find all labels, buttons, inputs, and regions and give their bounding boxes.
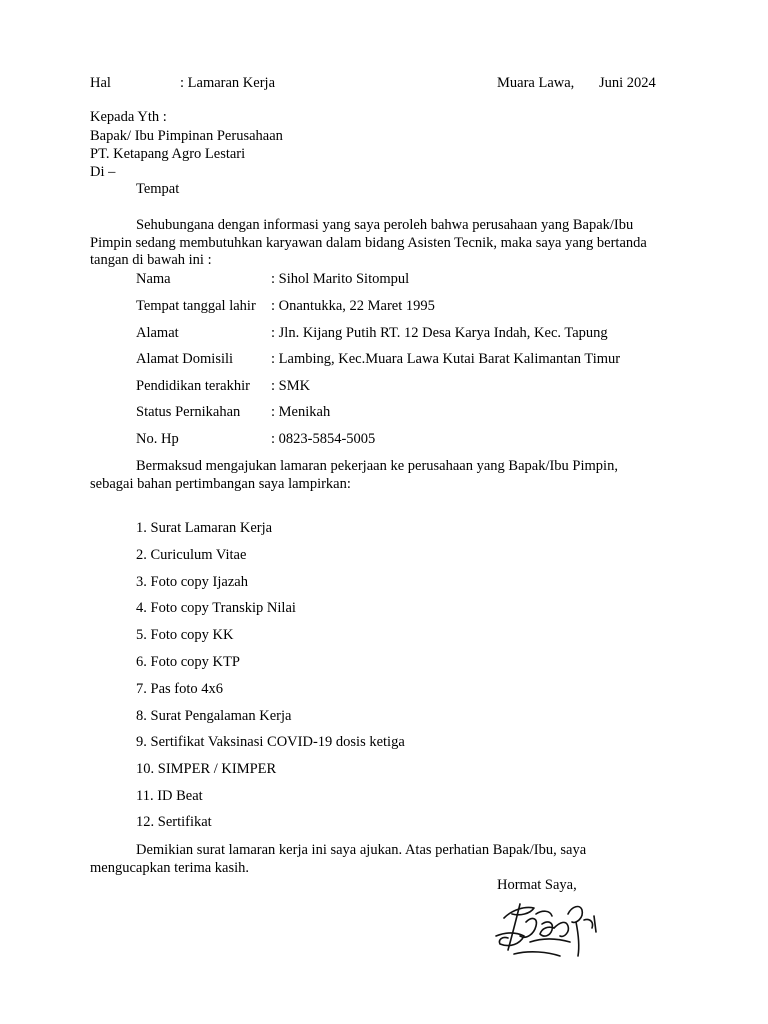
attachment-item: 7. Pas foto 4x6 <box>136 681 223 697</box>
identity-label: No. Hp <box>136 431 179 447</box>
identity-label: Nama <box>136 271 171 287</box>
recipient-line-3: Di – <box>90 164 116 180</box>
subject-label: Hal <box>90 75 111 91</box>
attachment-item: 5. Foto copy KK <box>136 627 234 643</box>
recipient-greeting: Kepada Yth : <box>90 109 167 125</box>
signature <box>490 892 610 968</box>
identity-value: : Menikah <box>271 404 331 420</box>
intro-line-1: Sehubungana dengan informasi yang saya peroleh bahwa perusahaan yang Bapak/Ibu <box>136 217 634 233</box>
attachment-item: 2. Curiculum Vitae <box>136 547 247 563</box>
attachment-item: 3. Foto copy Ijazah <box>136 574 248 590</box>
identity-value: : Jln. Kijang Putih RT. 12 Desa Karya Indah, Kec. Tapung <box>271 325 608 341</box>
attachment-item: 8. Surat Pengalaman Kerja <box>136 708 292 724</box>
attachment-item: 9. Sertifikat Vaksinasi COVID-19 dosis ketiga <box>136 734 405 750</box>
purpose-line-2: sebagai bahan pertimbangan saya lampirkan: <box>90 476 351 492</box>
attachment-item: 1. Surat Lamaran Kerja <box>136 520 273 536</box>
closing-regards: Hormat Saya, <box>497 877 577 893</box>
identity-label: Status Pernikahan <box>136 404 241 420</box>
letter-date: Juni 2024 <box>599 75 656 91</box>
attachment-item: 12. Sertifikat <box>136 814 212 830</box>
recipient-line-1: Bapak/ Ibu Pimpinan Perusahaan <box>90 128 283 144</box>
identity-value: : Sihol Marito Sitompul <box>271 271 410 287</box>
identity-value: : Onantukka, 22 Maret 1995 <box>271 298 435 314</box>
recipient-line-4: Tempat <box>136 181 180 197</box>
recipient-line-2: PT. Ketapang Agro Lestari <box>90 146 246 162</box>
attachment-item: 10. SIMPER / KIMPER <box>136 761 277 777</box>
attachment-item: 6. Foto copy KTP <box>136 654 240 670</box>
intro-line-3: tangan di bawah ini : <box>90 252 212 268</box>
closing-line-1: Demikian surat lamaran kerja ini saya ajukan. Atas perhatian Bapak/Ibu, saya <box>136 842 587 858</box>
identity-label: Alamat <box>136 325 179 341</box>
identity-label: Pendidikan terakhir <box>136 378 250 394</box>
attachment-item: 4. Foto copy Transkip Nilai <box>136 600 296 616</box>
identity-value: : SMK <box>271 378 311 394</box>
identity-label: Alamat Domisili <box>136 351 234 367</box>
attachment-item: 11. ID Beat <box>136 788 203 804</box>
identity-value: : Lambing, Kec.Muara Lawa Kutai Barat Kalimantan Timur <box>271 351 621 367</box>
identity-value: : 0823-5854-5005 <box>271 431 376 447</box>
letter-place: Muara Lawa, <box>497 75 575 91</box>
identity-label: Tempat tanggal lahir <box>136 298 256 314</box>
purpose-line-1: Bermaksud mengajukan lamaran pekerjaan ke perusahaan yang Bapak/Ibu Pimpin, <box>136 458 618 474</box>
subject-value: : Lamaran Kerja <box>180 75 276 91</box>
intro-line-2: Pimpin sedang membutuhkan karyawan dalam bidang Asisten Tecnik, maka saya yang bertanda <box>90 235 647 251</box>
closing-line-2: mengucapkan terima kasih. <box>90 860 250 876</box>
